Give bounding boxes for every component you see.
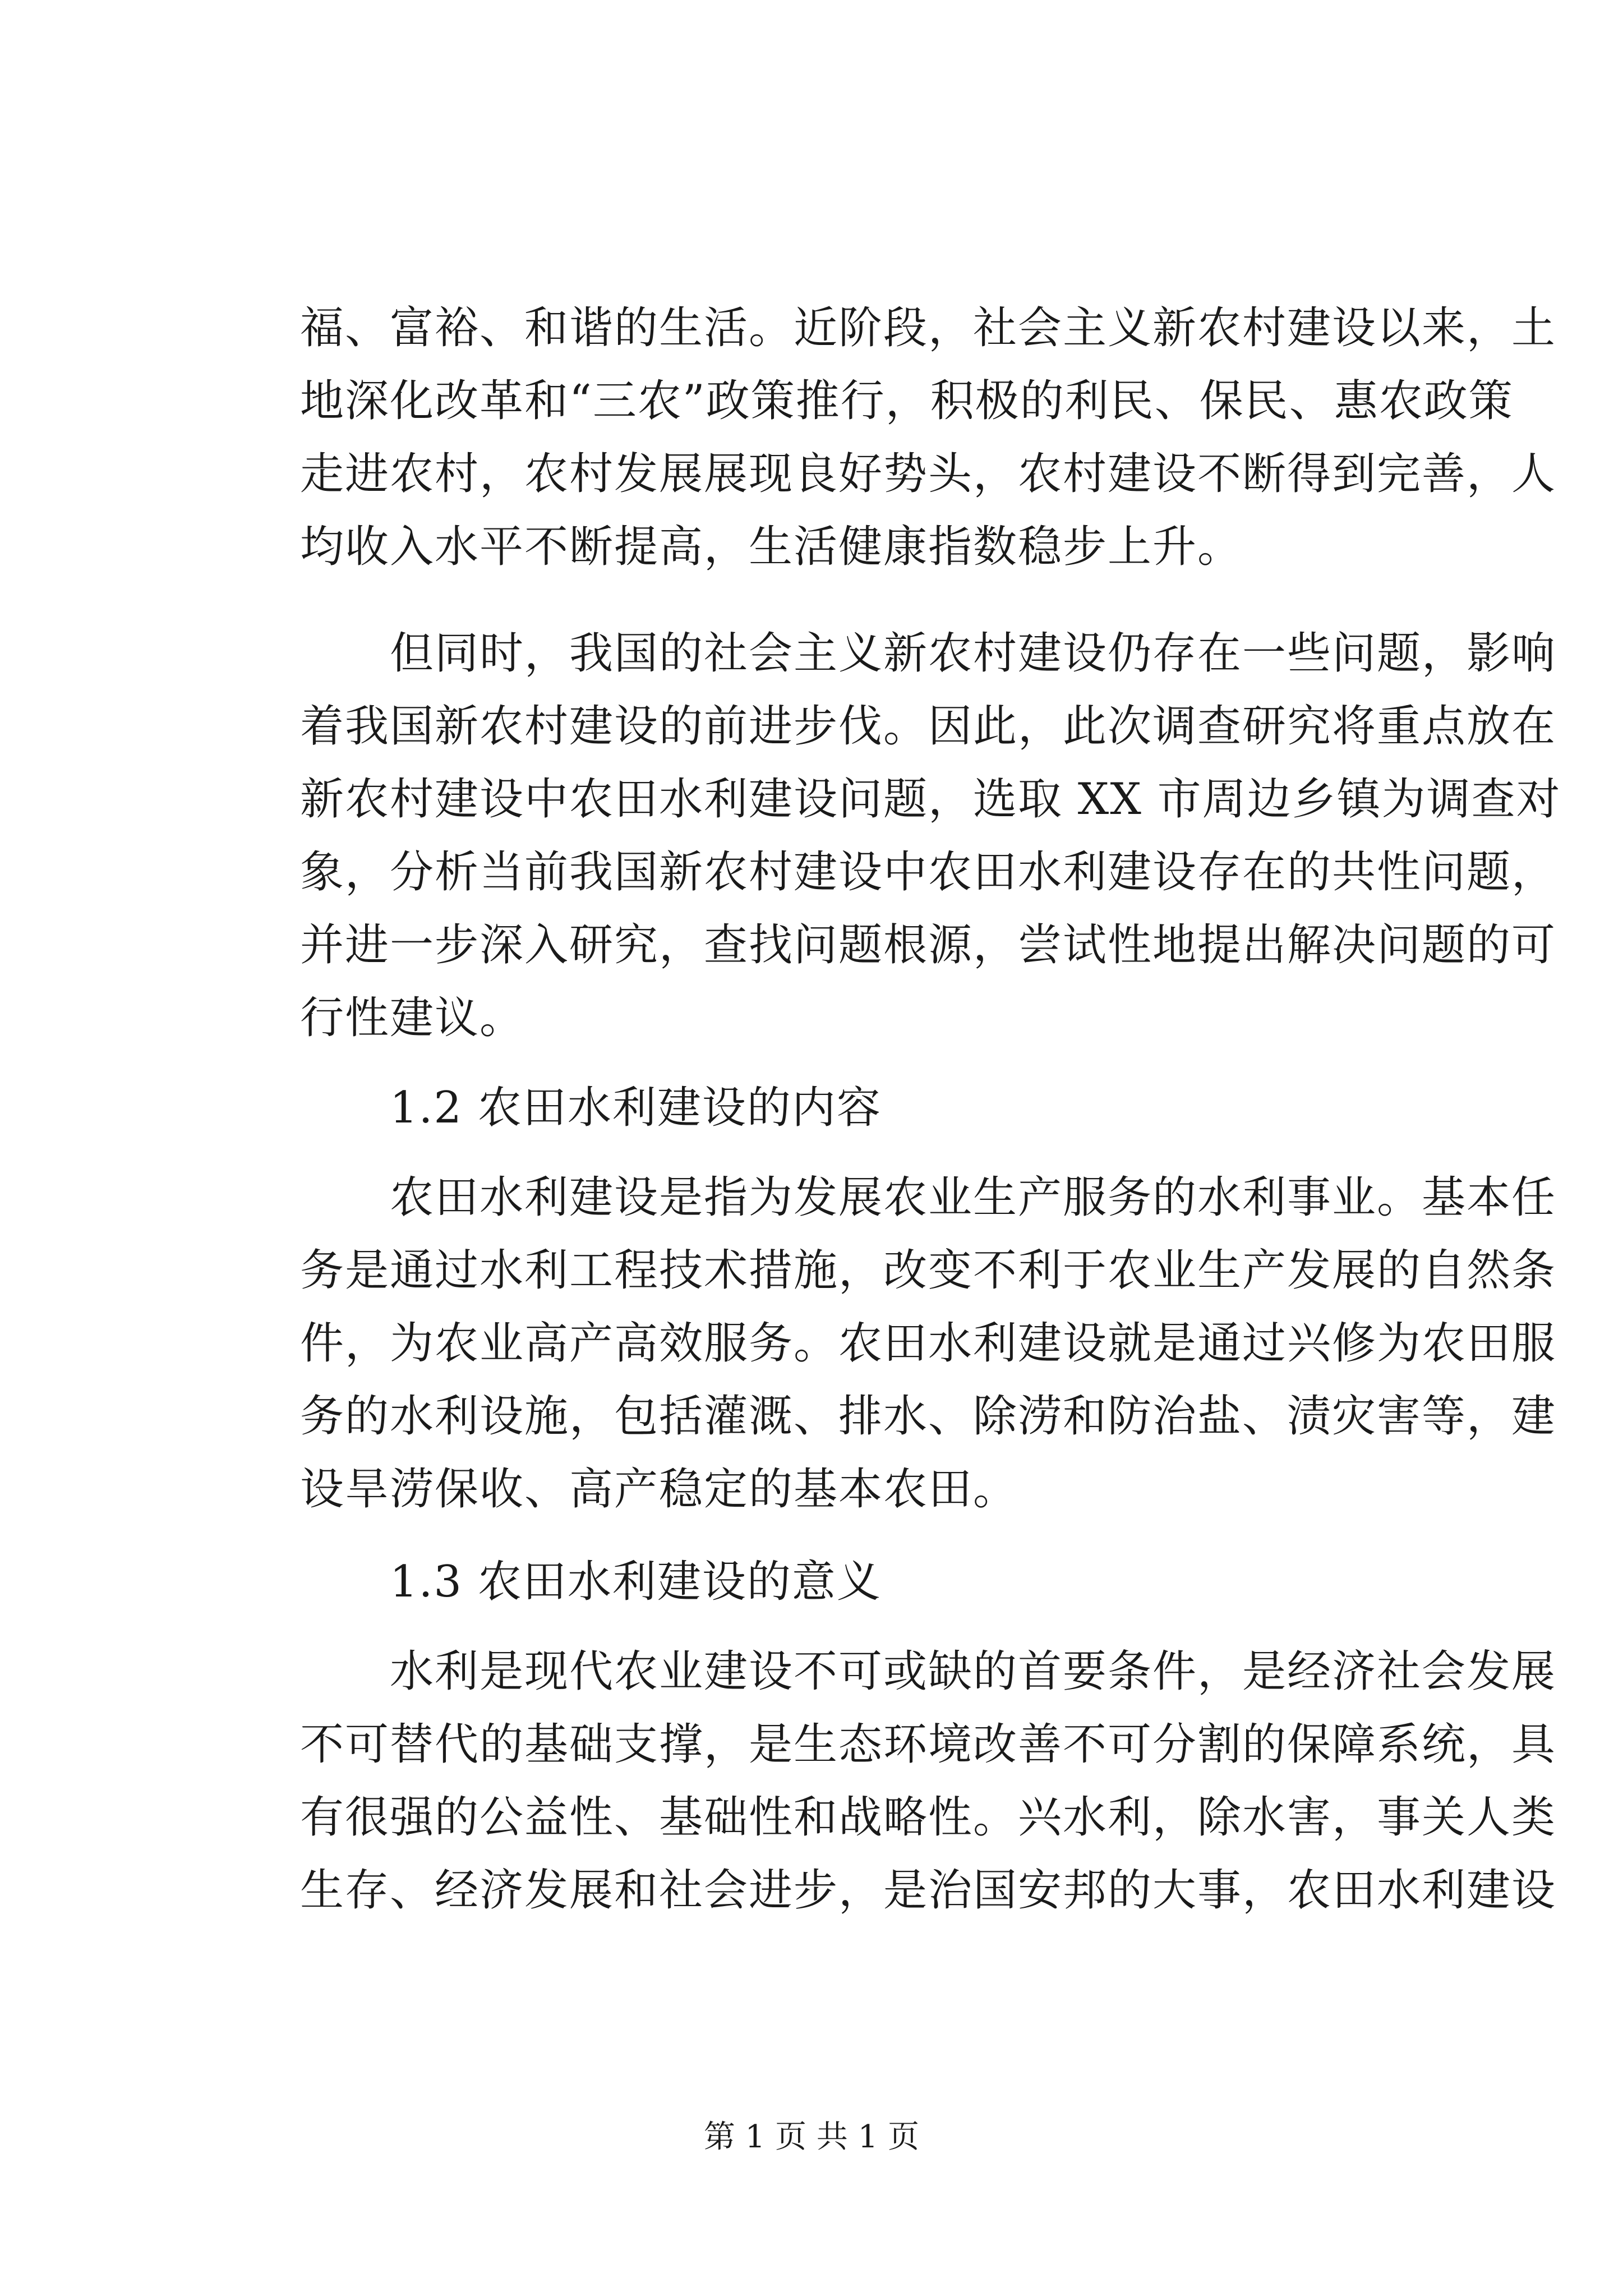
section-heading: 1.2 农田水利建设的内容 <box>390 1083 882 1133</box>
text-line: 有很强的公益性、基础性和战略性。兴水利，除水害，事关人类 <box>300 1792 1557 1843</box>
text-line: 并进一步深入研究，查找问题根源，尝试性地提出解决问题的可 <box>300 920 1557 970</box>
text-line: 生存、经济发展和社会进步，是治国安邦的大事，农田水利建设 <box>300 1865 1557 1916</box>
page-footer: 第 1 页 共 1 页 <box>703 2119 920 2155</box>
text-line: 新农村建设中农田水利建设问题，选取 XX 市周边乡镇为调查对 <box>300 774 1561 825</box>
text-line: 件，为农业高产高效服务。农田水利建设就是通过兴修为农田服 <box>300 1318 1557 1369</box>
text-line: 象，分析当前我国新农村建设中农田水利建设存在的共性问题， <box>300 847 1557 898</box>
paragraph-start-line: 农田水利建设是指为发展农业生产服务的水利事业。基本任 <box>390 1172 1557 1223</box>
text-line: 不可替代的基础支撑，是生态环境改善不可分割的保障系统，具 <box>300 1719 1557 1770</box>
text-line: 务的水利设施，包括灌溉、排水、除涝和防治盐、渍灾害等，建 <box>300 1391 1557 1442</box>
text-line: 福、富裕、和谐的生活。近阶段，社会主义新农村建设以来，土 <box>300 303 1557 353</box>
text-line: 着我国新农村建设的前进步伐。因此，此次调查研究将重点放在 <box>300 701 1557 752</box>
text-line: 务是通过水利工程技术措施，改变不利于农业生产发展的自然条 <box>300 1245 1557 1296</box>
text-line: 均收入水平不断提高，生活健康指数稳步上升。 <box>300 522 1243 572</box>
paragraph-start-line: 水利是现代农业建设不可或缺的首要条件，是经济社会发展 <box>390 1646 1557 1697</box>
text-line: 行性建议。 <box>300 993 525 1043</box>
section-heading: 1.3 农田水利建设的意义 <box>390 1557 882 1607</box>
text-line: 设旱涝保收、高产稳定的基本农田。 <box>300 1464 1018 1515</box>
text-line: 地深化改革和“三农”政策推行，积极的利民、保民、惠农政策 <box>300 376 1514 426</box>
paragraph-start-line: 但同时，我国的社会主义新农村建设仍存在一些问题，影响 <box>390 628 1557 679</box>
text-line: 走进农村，农村发展展现良好势头，农村建设不断得到完善，人 <box>300 449 1557 499</box>
